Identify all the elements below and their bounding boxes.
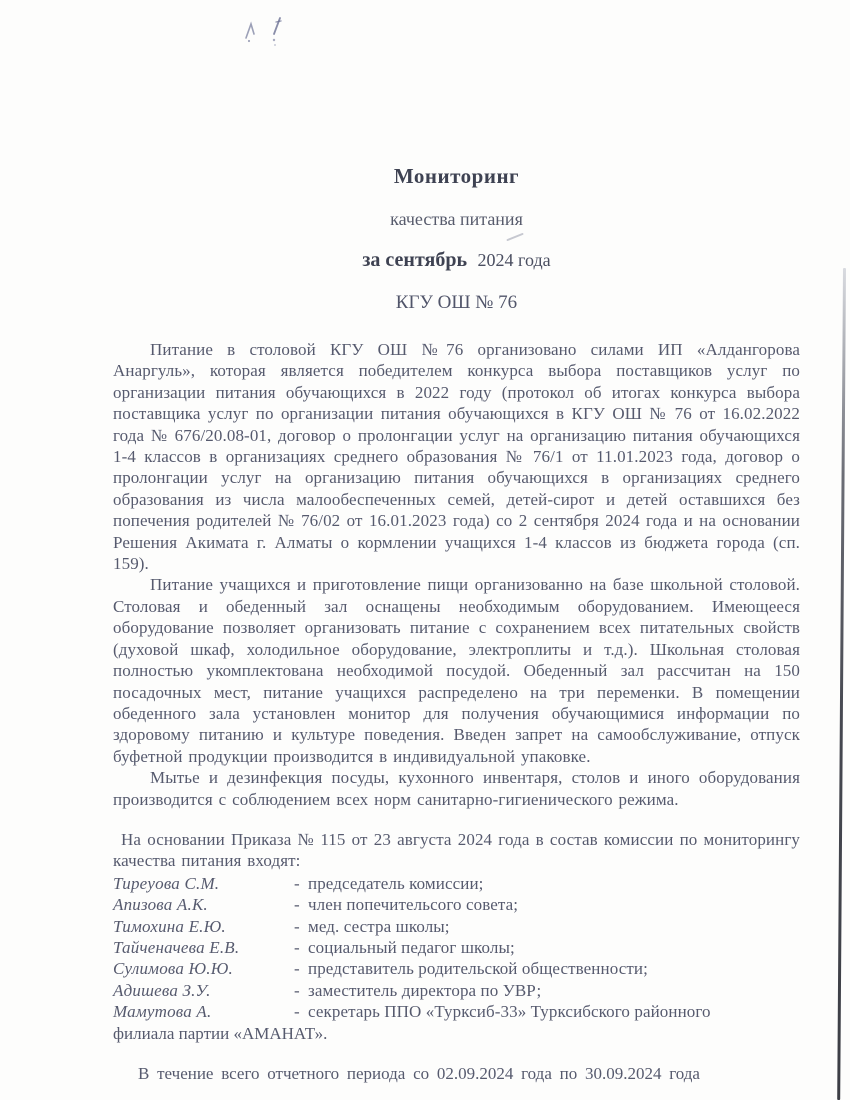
paragraph-sanitation: Мытье и дезинфекция посуды, кухонного инвентаря, столов и иного оборудования производится с соблюдением всех норм санитарно-гигиенического режима. [113,768,800,809]
commission-member-row [113,894,800,915]
commission-member-row [113,937,800,958]
document-title: Мониторинг [393,164,520,188]
member-name: Мамутова А. [113,1002,212,1022]
member-name: Тиреуова С.М. [113,873,220,893]
period-year: 2024 года [477,250,551,270]
commission-member-row [113,916,800,937]
member-role: социальный педагог школы; [308,937,515,957]
period-month: за сентябрь [362,249,468,271]
dash-separator: - [294,937,300,957]
paragraph-canteen-equipment: Питание учащихся и приготовление пищи организованно на базе школьной столовой. Столовая и обеденный зал оснащены необходимым оборудованием. Имеющееся оборудование позволяет организовать питание с сохранением всех питательных свойств (духовой шкаф, холодильное оборудование, электроплиты и т.д.). Школьная столовая полностью укомплектована необходимой посудой. Обеденный зал рассчитан на 150 посадочных мест, питание учащихся распределено на три переменки. В помещении обеденного зала установлен монитор для получения обучающимися информации по здоровому питанию и культуре поведения. Введен запрет на самообслуживание, отпуск буфетной продукции производится в индивидуальной упаковке. [113,575,800,766]
member-role: председатель комиссии; [308,873,484,893]
dash-separator: - [294,980,300,1000]
paragraph-reporting-period: В течение всего отчетного периода со 02.09.2024 года по 30.09.2024 года [138,1064,700,1083]
paragraph-catering-provider: Питание в столовой КГУ ОШ №76 организовано силами ИП «Алдангорова Анаргуль», которая является победителем конкурса выбора поставщиков услуг по организации питания обучающихся в 2022 году (протокол об итогах конкурса выбора поставщика услуг по организации питания обучающихся в КГУ ОШ № 76 от 16.02.2022 года № 676/20.08-01, договор о пролонгации услуг на организацию питания обучающихся 1-4 классов в организациях среднего образования № 76/1 от 11.01.2023 года, договор о пролонгации услуг на организацию питания обучающихся в организациях среднего образования из числа малообеспеченных семей, детей-сирот и детей оставшихся без попечения родителей № 76/02 от 16.01.2023 года) со 2 сентября 2024 года и на основании Решения Акимата г. Алматы о кормлении учащихся 1-4 классов из бюджета города (сп. 159). [113,340,800,574]
commission-member-row [113,873,800,894]
member-name: Тайченачева Е.В. [113,937,240,957]
dash-separator: - [294,873,300,893]
member-name: Адишева З.У. [113,980,211,1000]
member-name: Апизова А.К. [113,895,208,915]
commission-member-row [113,980,800,1001]
member-role: заместитель директора по УВР; [308,980,542,1000]
dash-separator: - [294,959,300,979]
member-role-continuation: филиала партии «АМАНАТ». [113,1023,328,1043]
member-role: секретарь ППО «Турксиб-33» Турксибского районного [308,1002,711,1022]
document-header [113,165,800,314]
document-subtitle: качества питания [390,209,523,229]
commission-member-row [113,1001,800,1022]
scan-edge-line [837,268,846,1100]
document-page [113,0,800,1101]
dash-separator: - [294,895,300,915]
paragraph-commission-intro: На основании Приказа № 115 от 23 августа 2024 года в состав комиссии по мониторингу качества питания входят: [113,829,800,871]
dash-separator: - [294,916,300,936]
member-role: мед. сестра школы; [308,916,450,936]
document-period [113,249,800,272]
member-role: член попечительсого совета; [308,895,519,915]
commission-member-list [113,873,800,1044]
dash-separator: - [294,1002,300,1022]
school-name: КГУ ОШ № 76 [395,292,518,313]
commission-member-row [113,958,800,979]
member-name: Сулимова Ю.Ю. [113,959,233,979]
member-role: представитель родительской общественности; [308,959,648,979]
member-name: Тимохина Е.Ю. [113,916,226,936]
